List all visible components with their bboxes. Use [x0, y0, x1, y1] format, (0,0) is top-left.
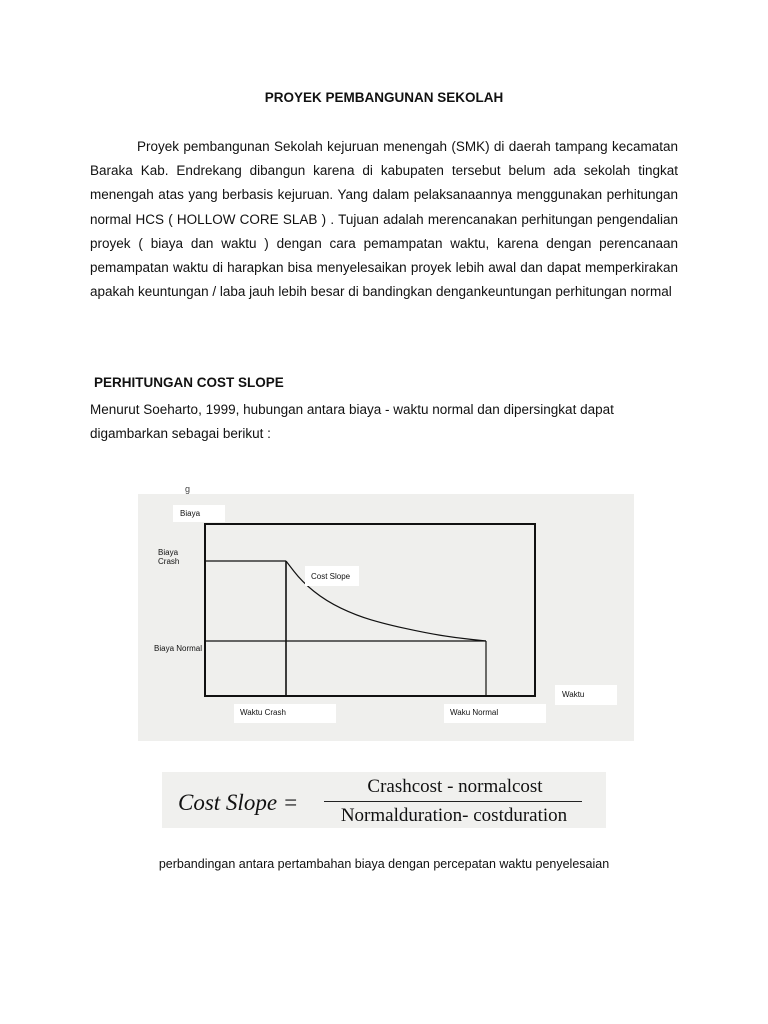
x-axis-label: Waktu	[562, 690, 585, 699]
cost-slope-chart	[138, 484, 634, 741]
normal-cost-label: Biaya Normal	[154, 644, 203, 653]
figure-cut-mark	[138, 494, 170, 506]
reference-text: Menurut Soeharto, 1999, hubungan antara biaya - waktu normal dan dipersingkat dapat digambarkan sebagai berikut :	[90, 402, 614, 441]
formula-lhs: Cost Slope =	[178, 790, 299, 815]
cost-slope-annotation: Cost Slope	[311, 572, 351, 581]
crash-cost-label: Biaya Crash	[158, 548, 180, 566]
section-heading: PERHITUNGAN COST SLOPE	[94, 375, 284, 390]
formula-denominator: Normalduration- costduration	[340, 805, 568, 826]
y-axis-label: Biaya	[180, 509, 201, 518]
formula-numerator: Crashcost - normalcost	[367, 776, 543, 797]
figure-clipped-glyph: g	[185, 484, 191, 494]
document-title: PROYEK PEMBANGUNAN SEKOLAH	[264, 90, 504, 105]
normal-time-label: Waku Normal	[450, 708, 499, 717]
crash-time-label: Waktu Crash	[240, 708, 286, 717]
formula-caption: perbandingan antara pertambahan biaya dengan percepatan waktu penyelesaian	[158, 857, 610, 871]
intro-paragraph: Proyek pembangunan Sekolah kejuruan menengah (SMK) di daerah tampang kecamatan Baraka Kab. Endrekang dibangun karena di kabupaten tersebut belum ada sekolah tingkat menengah atas yang berbasis kejuruan. Yang dalam pelaksanaannya menggunakan perhitungan normal HCS ( HOLLOW CORE SLAB ) . Tujuan adalah merencanakan perhitungan pengendalian proyek ( biaya dan waktu ) dengan cara pemampatan waktu, karena dengan perencanaan pemampatan waktu di harapkan bisa menyelesaikan proyek lebih awal dan dapat memperkirakan apakah keuntungan / laba jauh lebih besar di bandingkan dengankeuntungan perhitungan normal	[90, 139, 678, 300]
cost-slope-formula	[162, 772, 606, 828]
fraction-bar	[324, 801, 582, 802]
